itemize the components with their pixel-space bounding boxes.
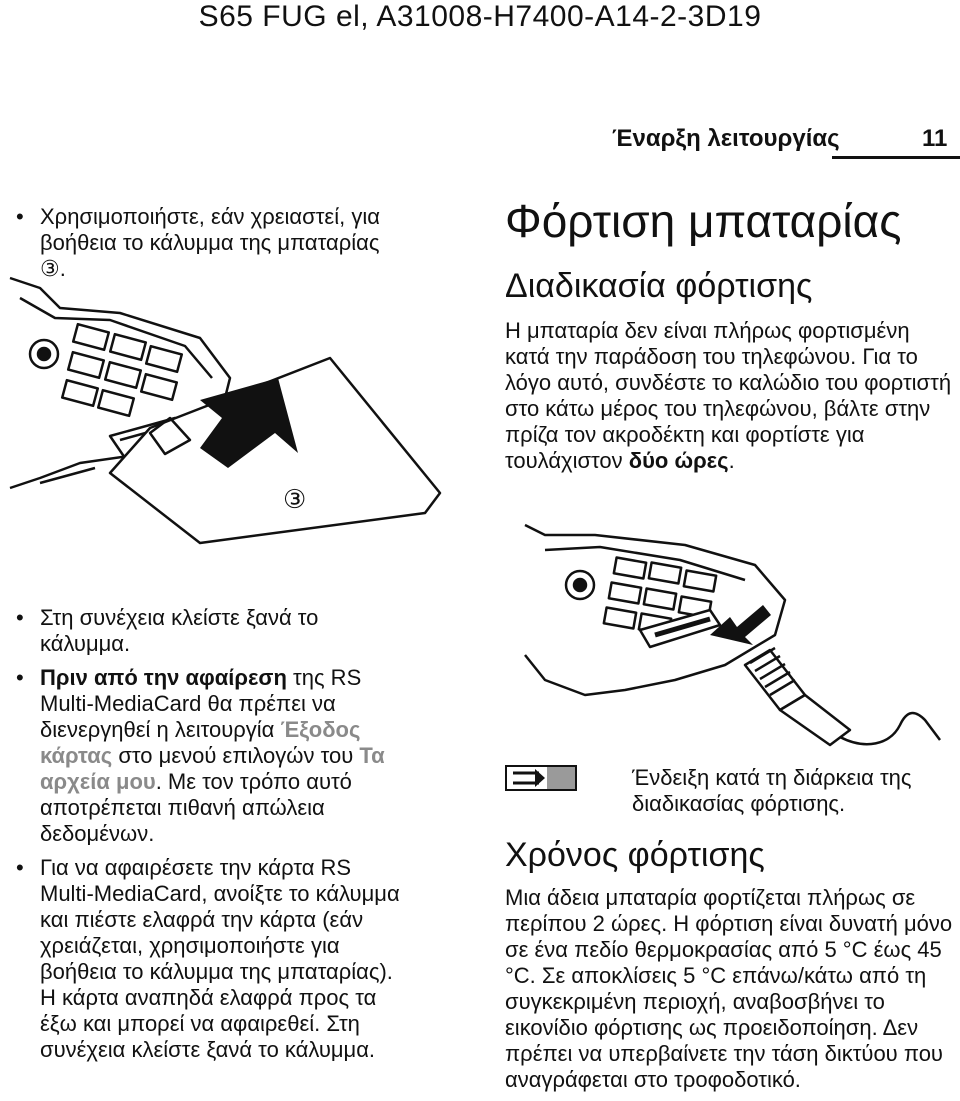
body-text: Η μπαταρία δεν είναι πλήρως φορτισμένη κατά την παράδοση του τηλεφώνου. Για το λόγο αυτό, συνδέστε το καλώδιο του φορτιστή στο κάτω μέρος του τηλεφώνου, βάλτε στην πρίζα τον ακροδέκτη και φορτίστε για τουλάχιστον (505, 318, 952, 473)
charging-paragraph (505, 318, 955, 474)
document-id: S65 FUG el, A31008-H7400-A14-2-3D19 (198, 0, 762, 33)
menu-term-eject: Έξοδος κάρτας (40, 717, 361, 768)
bullet-list-bottom (10, 605, 405, 1063)
battery-charging-icon (505, 762, 577, 794)
phone-body (525, 525, 785, 695)
memory-card-insertion-illustration (0, 268, 445, 558)
charge-time-paragraph: Μια άδεια μπαταρία φορτίζεται πλήρως σε περίπου 2 ώρες. Η φόρτιση είναι δυνατή μόνο σε ένα πεδίο θερμοκρασίας από 5 °C έως 45 °C. Σε αποκλίσεις 5 °C επάνω/κάτω από τη συγκεκριμένη περιοχή, αναβοσβήνει το εικονίδιο φόρτισης ως προειδοποίηση. Δεν πρέπει να υπερβαίνετε την τάση δικτύου που αναγράφεται στο τροφοδοτικό. (505, 885, 953, 1092)
page-number: 11 (922, 125, 948, 152)
header-rule (832, 156, 960, 159)
figure-label: ③ (283, 484, 307, 514)
bold-lead: Πριν από την αφαίρεση (40, 665, 287, 690)
body-text: . Με τον τρόπο αυτό αποτρέπεται πιθανή απώλεια δεδομένων. (40, 769, 352, 846)
list-item: • Χρησιμοποιήστε, εάν χρειαστεί, για βοήθεια το κάλυμμα της μπαταρίας ③. (10, 204, 405, 282)
charging-icon-caption: Ένδειξη κατά τη διάρκεια της διαδικασίας φόρτισης. (632, 765, 912, 816)
body-text: . (728, 448, 735, 473)
menu-term-my-files: Τα αρχεία μου (40, 743, 385, 794)
list-item: • Στη συνέχεια κλείστε ξανά το κάλυμμα. (10, 605, 405, 657)
section-subtitle: Διαδικασία φόρτισης (505, 267, 813, 305)
body-text: της RS Multi-MediaCard θα πρέπει να διενεργηθεί η λειτουργία (40, 665, 362, 742)
bold-duration: δύο ώρες (628, 448, 729, 473)
charger-connection-illustration (505, 505, 950, 755)
body-text: στο μενού επιλογών του (112, 743, 360, 768)
list-item (10, 665, 405, 847)
charger-cable (840, 713, 940, 744)
running-header-title: Έναρξη λειτουργίας (612, 125, 840, 152)
list-item: • Για να αφαιρέσετε την κάρτα RS Multi-MediaCard, ανοίξτε το κάλυμμα και πιέστε ελαφρά την κάρτα (εάν χρειάζεται, χρησιμοποιήστε για βοήθεια το κάλυμμα της μπαταρίας). Η κάρτα αναπηδά ελαφρά προς τα έξω και μπορεί να αφαιρεθεί. Στη συνέχεια κλείστε ξανά το κάλυμμα. (10, 855, 405, 1063)
charge-time-heading: Χρόνος φόρτισης (505, 836, 765, 874)
section-title: Φόρτιση μπαταρίας (505, 195, 902, 247)
